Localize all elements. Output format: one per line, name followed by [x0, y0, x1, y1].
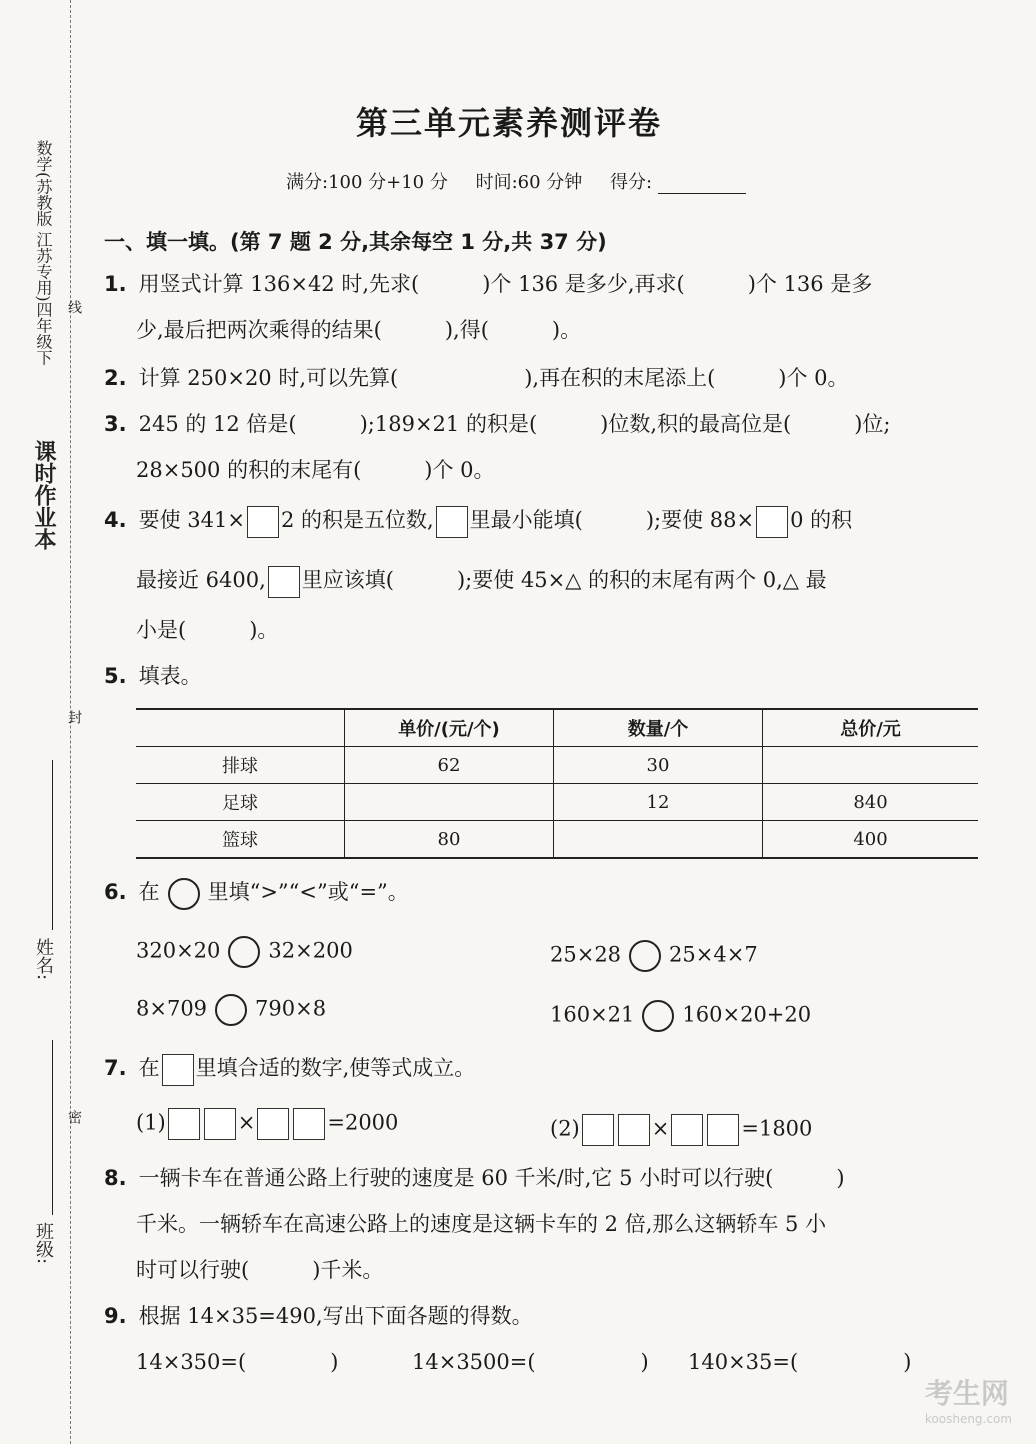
- price-table: [136, 708, 978, 859]
- compare-left: 8×709: [136, 996, 208, 1021]
- digit-box[interactable]: [671, 1114, 703, 1146]
- table-cell: 62: [345, 747, 554, 784]
- table-cell: 80: [345, 821, 554, 859]
- question-3: [104, 408, 890, 438]
- question-text: 245 的 12 倍是( );189×21 的积是( )位数,积的最高位是( )位;: [138, 412, 891, 436]
- question-text: 根据 14×35=490,写出下面各题的得数。: [138, 1304, 533, 1328]
- time-limit: 时间:60 分钟: [475, 172, 583, 193]
- question-1: [104, 268, 872, 298]
- table-cell: 12: [554, 784, 763, 821]
- compare-left: 25×28: [550, 942, 622, 967]
- answer-expression: 14×350=( ): [136, 1350, 339, 1374]
- class-label: 班级:: [33, 1222, 54, 1265]
- compare-left: 320×20: [136, 938, 221, 963]
- table-cell: 篮球: [136, 821, 345, 859]
- class-field[interactable]: [52, 1040, 53, 1215]
- question-4-cont2: 小是( )。: [136, 618, 279, 642]
- question-5: [104, 660, 202, 690]
- table-header: 总价/元: [763, 709, 979, 747]
- series-name: 课时作业本: [31, 440, 56, 550]
- question-4: [104, 504, 852, 538]
- digit-box[interactable]: [257, 1108, 289, 1140]
- table-cell: 400: [763, 821, 979, 859]
- compare-right: 25×4×7: [669, 942, 758, 967]
- watermark-name: 考生网: [924, 1377, 1009, 1410]
- digit-box[interactable]: [582, 1114, 614, 1146]
- equation-1: [136, 1108, 398, 1140]
- page-title: 第三单元素养测评卷: [356, 104, 663, 142]
- part-label: (1): [136, 1110, 166, 1135]
- question-text: 在: [138, 1056, 160, 1080]
- table-header: 数量/个: [554, 709, 763, 747]
- question-2: [104, 362, 849, 392]
- score-info: [286, 168, 746, 194]
- question-text: 用竖式计算 136×42 时,先求( )个 136 是多少,再求( )个 136 是多: [138, 272, 873, 296]
- question-text: 2 的积是五位数,: [280, 508, 434, 532]
- question-text: 一辆卡车在普通公路上行驶的速度是 60 千米/时,它 5 小时可以行驶( ): [138, 1166, 845, 1190]
- table-cell-blank[interactable]: [763, 747, 979, 784]
- name-label: 姓名:: [33, 938, 54, 981]
- score-field[interactable]: [658, 193, 746, 194]
- section-heading: 一、填一填。(第 7 题 2 分,其余每空 1 分,共 37 分): [104, 230, 607, 254]
- question-text: 最接近 6400,: [136, 568, 266, 592]
- times-sign: ×: [651, 1116, 670, 1141]
- compare-circle[interactable]: [228, 936, 260, 968]
- question-text: 里应该填( );要使 45×△ 的积的末尾有两个 0,△ 最: [301, 568, 827, 592]
- question-number: 7.: [104, 1056, 127, 1080]
- question-number: 9.: [104, 1304, 127, 1328]
- question-text: 里填合适的数字,使等式成立。: [195, 1056, 476, 1080]
- table-cell: 30: [554, 747, 763, 784]
- table-cell: 排球: [136, 747, 345, 784]
- table-header-row: [136, 709, 978, 747]
- question-8-cont: 千米。一辆轿车在高速公路上的速度是这辆卡车的 2 倍,那么这辆轿车 5 小: [136, 1212, 827, 1236]
- answer-box-ref: [268, 566, 300, 598]
- compare-item: [136, 936, 353, 968]
- compare-circle[interactable]: [215, 994, 247, 1026]
- question-number: 6.: [104, 880, 127, 904]
- equation-2: [550, 1114, 812, 1146]
- table-cell-blank[interactable]: [554, 821, 763, 859]
- compare-left: 160×21: [550, 1002, 635, 1027]
- digit-box[interactable]: [168, 1108, 200, 1140]
- seal-feng-mark: 封: [66, 710, 82, 724]
- answer-box[interactable]: [247, 506, 279, 538]
- answer-expression: 140×35=( ): [688, 1350, 912, 1374]
- table-cell: 840: [763, 784, 979, 821]
- question-1-cont: 少,最后把两次乘得的结果( ),得( )。: [136, 318, 582, 342]
- watermark: [925, 1372, 1012, 1426]
- question-3-cont: 28×500 的积的末尾有( )个 0。: [136, 458, 495, 482]
- question-text: 在: [138, 880, 160, 904]
- box-symbol: [162, 1054, 194, 1086]
- table-row: [136, 784, 978, 821]
- digit-box[interactable]: [707, 1114, 739, 1146]
- table-cell: 足球: [136, 784, 345, 821]
- question-8: [104, 1162, 845, 1192]
- compare-right: 790×8: [255, 996, 327, 1021]
- compare-circle[interactable]: [642, 1000, 674, 1032]
- question-number: 8.: [104, 1166, 127, 1190]
- question-text: 里最小能填( );要使 88×: [469, 508, 755, 532]
- compare-right: 32×200: [268, 938, 353, 963]
- subject-label: 数学(苏教版 江苏专用)四年级下: [34, 140, 53, 366]
- name-field[interactable]: [52, 760, 53, 930]
- circle-symbol: [168, 878, 200, 910]
- question-number: 1.: [104, 272, 127, 296]
- question-text: 里填“>”“<”或“=”。: [207, 880, 409, 904]
- table-cell-blank[interactable]: [345, 784, 554, 821]
- digit-box[interactable]: [204, 1108, 236, 1140]
- compare-right: 160×20+20: [682, 1002, 812, 1027]
- question-4-cont: [136, 564, 827, 598]
- question-number: 2.: [104, 366, 127, 390]
- question-text: 要使 341×: [138, 508, 245, 532]
- equation-result: =2000: [327, 1110, 399, 1135]
- table-row: [136, 821, 978, 859]
- seal-line-mark: 线: [66, 300, 82, 314]
- compare-item: [136, 994, 326, 1026]
- question-8-cont2: 时可以行驶( )千米。: [136, 1258, 384, 1282]
- question-text: 0 的积: [790, 508, 853, 532]
- question-number: 5.: [104, 664, 127, 688]
- question-9: [104, 1300, 533, 1330]
- question-text: 填表。: [138, 664, 202, 688]
- answer-box-ref: [436, 506, 468, 538]
- seal-mi-mark: 密: [66, 1110, 82, 1124]
- compare-circle[interactable]: [629, 940, 661, 972]
- times-sign: ×: [237, 1110, 256, 1135]
- digit-box[interactable]: [618, 1114, 650, 1146]
- question-number: 4.: [104, 508, 127, 532]
- answer-box[interactable]: [756, 506, 788, 538]
- question-6: [104, 876, 409, 910]
- question-7: [104, 1052, 475, 1086]
- part-label: (2): [550, 1116, 580, 1141]
- table-row: [136, 747, 978, 784]
- table-header: 单价/(元/个): [345, 709, 554, 747]
- digit-box[interactable]: [293, 1108, 325, 1140]
- compare-item: [550, 1000, 811, 1032]
- equation-result: =1800: [741, 1116, 813, 1141]
- score-label: 得分:: [610, 172, 653, 193]
- table-header: [136, 709, 345, 747]
- question-text: 计算 250×20 时,可以先算( ),再在积的末尾添上( )个 0。: [138, 366, 849, 390]
- question-number: 3.: [104, 412, 127, 436]
- full-score: 满分:100 分+10 分: [286, 172, 448, 193]
- watermark-url: koosheng.com: [924, 1412, 1012, 1426]
- compare-item: [550, 940, 758, 972]
- answer-expression: 14×3500=( ): [412, 1350, 649, 1374]
